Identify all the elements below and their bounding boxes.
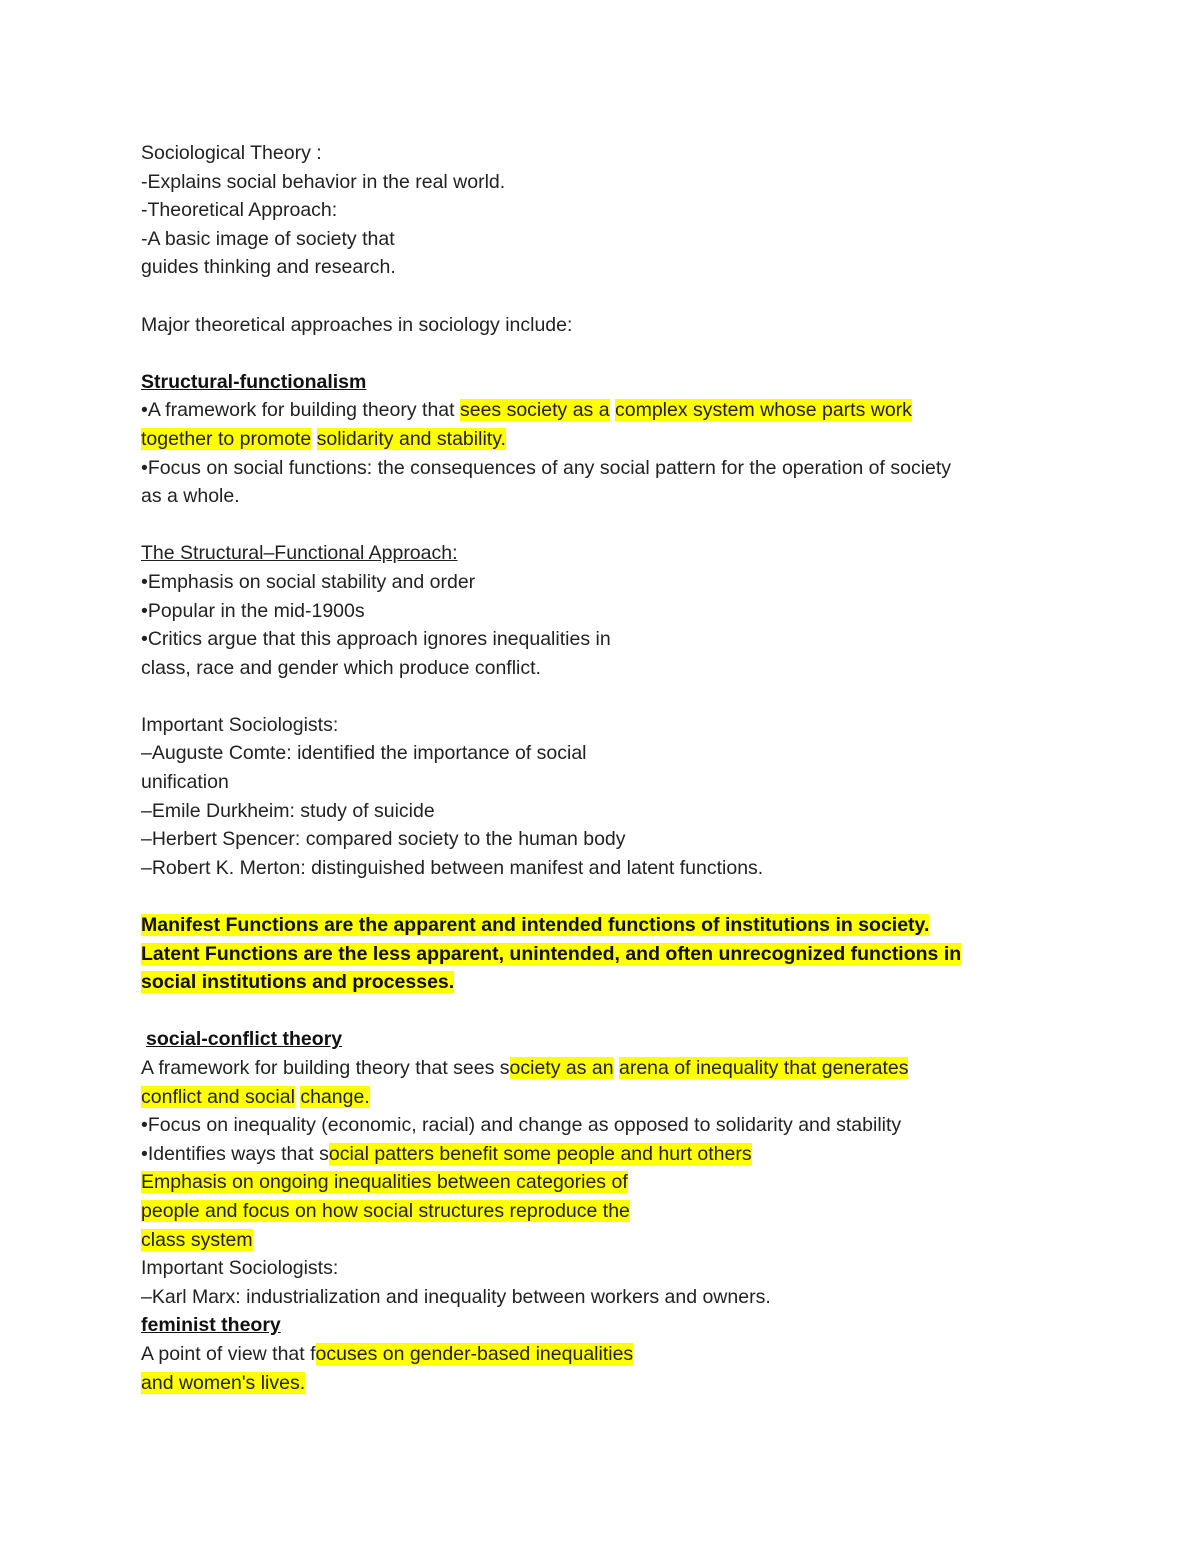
approach-item-cont: class, race and gender which produce conflict. bbox=[141, 656, 541, 679]
approach-item: •Emphasis on social stability and order bbox=[141, 570, 476, 593]
functions-line bbox=[141, 911, 1071, 940]
approach-item: •Popular in the mid-1900s bbox=[141, 599, 365, 622]
sc-bullet: •Focus on inequality (economic, racial) and change as opposed to solidarity and stability bbox=[141, 1114, 902, 1137]
highlighted-text: Latent Functions are the less apparent, unintended, and often unrecognized functions in bbox=[141, 942, 962, 965]
sociologist-item-cont: unification bbox=[141, 771, 229, 794]
highlighted-text: ocuses on gender-based inequalities bbox=[315, 1342, 634, 1365]
highlighted-text: together to promote bbox=[141, 427, 312, 450]
highlighted-text: Emphasis on ongoing inequalities between categories of bbox=[141, 1171, 628, 1194]
sc-desc bbox=[141, 1054, 1071, 1083]
doc-title: Sociological Theory : bbox=[141, 142, 322, 164]
sf-approach-heading: The Structural–Functional Approach: bbox=[141, 542, 458, 565]
sc-emphasis bbox=[141, 1168, 1071, 1197]
highlighted-text: solidarity and stability. bbox=[316, 427, 506, 450]
functions-line bbox=[141, 968, 1071, 997]
sociologist-item: –Auguste Comte: identified the importance of social bbox=[141, 742, 587, 765]
text-run: •Identifies ways that s bbox=[141, 1142, 329, 1165]
highlighted-text: social institutions and processes. bbox=[141, 971, 455, 994]
highlighted-text: sees society as a bbox=[459, 399, 610, 422]
sociologist-item: –Herbert Spencer: compared society to the human body bbox=[141, 828, 626, 851]
highlighted-text: and women's lives. bbox=[141, 1371, 306, 1394]
sf-bullet-2: •Focus on social functions: the consequences of any social pattern for the operation of society bbox=[141, 456, 952, 479]
intro-line: -Theoretical Approach: bbox=[141, 199, 338, 222]
sc-emphasis bbox=[141, 1197, 1071, 1226]
intro-line: -Explains social behavior in the real world. bbox=[141, 170, 506, 193]
text-run: A point of view that f bbox=[141, 1342, 316, 1365]
functions-line bbox=[141, 940, 1071, 969]
sc-desc-cont bbox=[141, 1083, 1071, 1112]
highlighted-text: class system bbox=[141, 1228, 253, 1251]
sociologist-item: –Robert K. Merton: distinguished between manifest and latent functions. bbox=[141, 856, 764, 879]
intro-line: guides thinking and research. bbox=[141, 256, 396, 279]
text-run: •A framework for building theory that bbox=[141, 399, 460, 422]
sc-bullet bbox=[141, 1140, 1071, 1169]
social-conflict-heading: social-conflict theory bbox=[146, 1028, 343, 1051]
intro-line: -A basic image of society that bbox=[141, 227, 395, 250]
highlighted-text: complex system whose parts work bbox=[614, 399, 912, 422]
major-approaches-line: Major theoretical approaches in sociology include: bbox=[141, 313, 573, 336]
highlighted-text: people and focus on how social structures reproduce the bbox=[141, 1199, 630, 1222]
fem-desc-cont bbox=[141, 1369, 1071, 1398]
sf-bullet-1 bbox=[141, 396, 1071, 425]
highlighted-text: conflict and social bbox=[141, 1085, 295, 1108]
highlighted-text: change. bbox=[300, 1085, 370, 1108]
sociologist-item: –Emile Durkheim: study of suicide bbox=[141, 799, 435, 822]
sociologists-heading: Important Sociologists: bbox=[141, 1257, 339, 1280]
highlighted-text: Manifest Functions are the apparent and intended functions of institutions in society. bbox=[141, 914, 930, 937]
highlighted-text: ociety as an bbox=[509, 1057, 614, 1079]
text-run: A framework for building theory that sees s bbox=[141, 1057, 510, 1079]
sociologists-heading: Important Sociologists: bbox=[141, 713, 339, 736]
approach-item: •Critics argue that this approach ignores inequalities in bbox=[141, 628, 611, 651]
document-page bbox=[141, 139, 1071, 1397]
sf-bullet-1-cont bbox=[141, 425, 1071, 454]
fem-desc bbox=[141, 1340, 1071, 1369]
structural-functionalism-heading: Structural-functionalism bbox=[141, 370, 367, 393]
highlighted-text: arena of inequality that generates bbox=[619, 1057, 909, 1079]
feminist-theory-heading: feminist theory bbox=[141, 1314, 281, 1337]
sf-bullet-2-cont: as a whole. bbox=[141, 485, 240, 508]
highlighted-text: ocial patters benefit some people and hurt others bbox=[328, 1142, 752, 1165]
sc-emphasis bbox=[141, 1226, 1071, 1255]
sociologist-item: –Karl Marx: industrialization and inequality between workers and owners. bbox=[141, 1285, 771, 1308]
